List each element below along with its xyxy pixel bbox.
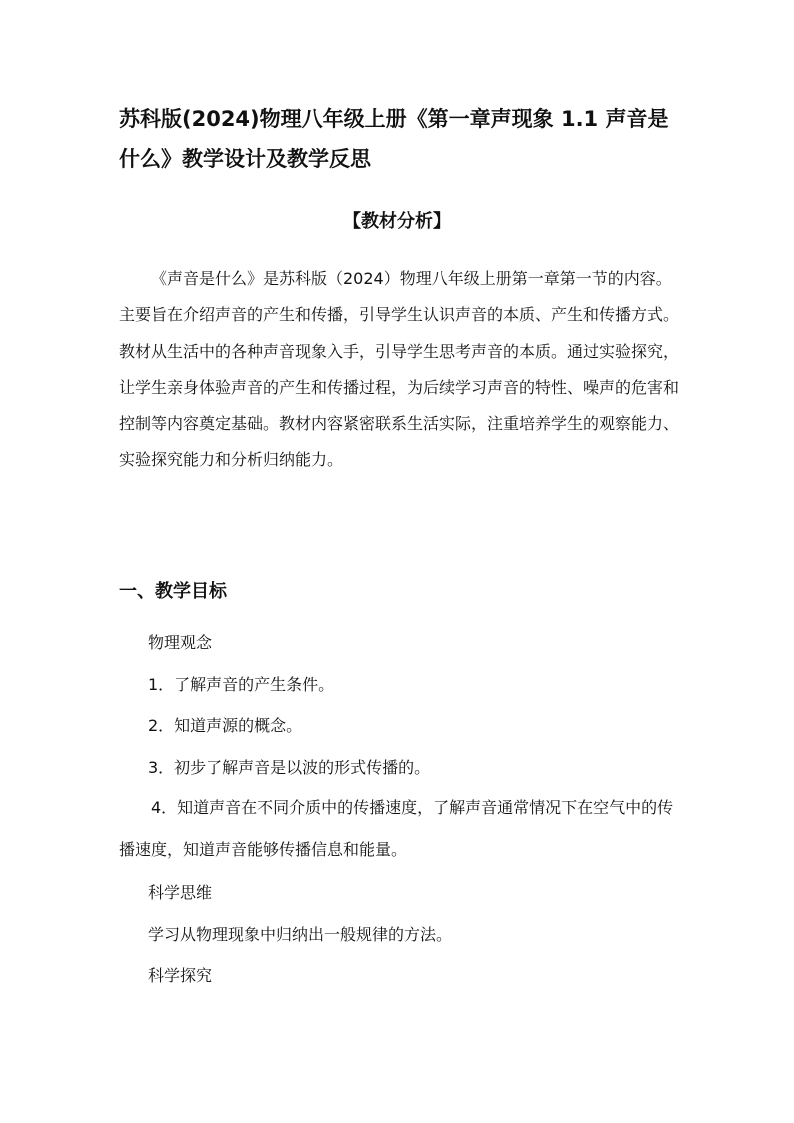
- scientific-inquiry-label: 科学探究: [148, 966, 213, 985]
- material-analysis-paragraph: 《声音是什么》是苏科版（2024）物理八年级上册第一章第一节的内容。主要旨在介绍声音的产生和传播，引导学生认识声音的本质、产生和传播方式。教材从生活中的各种声音现象入手，引导学生思考声音的本质。通过实验探究，让学生亲身体验声音的产生和传播过程，为后续学习声音的特性、噪声的危害和控制等内容奠定基础。教材内容紧密联系生活实际，注重培养学生的观察能力、实验探究能力和分析归纳能力。: [119, 269, 680, 470]
- physics-concept-label: 物理观念: [148, 633, 213, 652]
- scientific-thinking-text: 学习从物理现象中归纳出一般规律的方法。: [148, 925, 453, 944]
- goal-item-2: 2．知道声源的概念。: [148, 716, 303, 735]
- goal-item-4: 4．知道声音在不同介质中的传播速度，了解声音通常情况下在空气中的传播速度，知道声音能够传播信息和能量。: [119, 798, 674, 859]
- teaching-goals-heading: 一、教学目标: [119, 581, 227, 602]
- goal-item-3: 3．初步了解声音是以波的形式传播的。: [148, 758, 431, 777]
- goal-item-1: 1．了解声音的产生条件。: [148, 675, 335, 694]
- material-analysis-heading: 【教材分析】: [343, 211, 451, 232]
- scientific-thinking-label: 科学思维: [148, 883, 213, 902]
- document-title: 苏科版(2024)物理八年级上册《第一章声现象 1.1 声音是什么》教学设计及教学反思: [119, 107, 669, 171]
